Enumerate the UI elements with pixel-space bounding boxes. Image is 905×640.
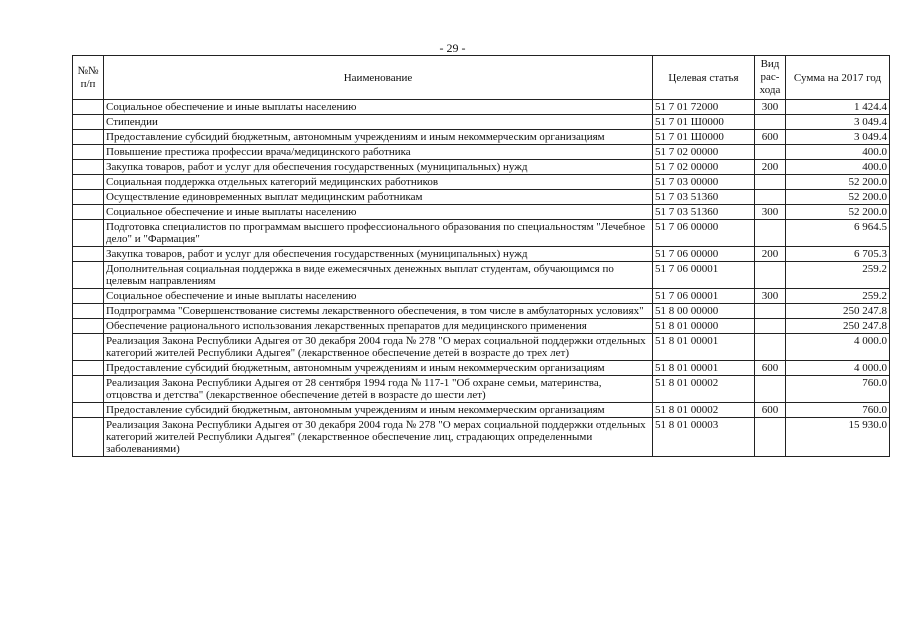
row-type-cell: 300 — [755, 289, 786, 304]
table-row — [73, 247, 890, 262]
row-code-cell: 51 7 03 51360 — [653, 190, 755, 205]
row-name-cell: Обеспечение рационального использования лекарственных препаратов для медицинского применения — [104, 319, 653, 334]
table-row — [73, 205, 890, 220]
row-sum-cell: 400.0 — [786, 160, 890, 175]
row-num-cell — [73, 418, 104, 457]
table-row — [73, 334, 890, 361]
row-num-cell — [73, 319, 104, 334]
row-type-cell: 600 — [755, 130, 786, 145]
row-name-cell: Предоставление субсидий бюджетным, автономным учреждениям и иным некоммерческим организациям — [104, 361, 653, 376]
row-code-cell: 51 8 01 00002 — [653, 376, 755, 403]
row-sum-cell: 6 705.3 — [786, 247, 890, 262]
row-code-cell: 51 7 03 00000 — [653, 175, 755, 190]
row-type-cell — [755, 418, 786, 457]
row-type-cell: 300 — [755, 100, 786, 115]
row-code-cell: 51 8 01 00002 — [653, 403, 755, 418]
row-num-cell — [73, 334, 104, 361]
row-name-cell: Реализация Закона Республики Адыгея от 30 декабря 2004 года № 278 "О мерах социальной поддержки отдельных категорий жителей Республики Адыгея" (лекарственное обеспечение лиц, страдающих определенными заболеваниями) — [104, 418, 653, 457]
header-code: Целевая статья — [653, 56, 755, 100]
row-type-cell: 600 — [755, 403, 786, 418]
row-code-cell: 51 7 02 00000 — [653, 160, 755, 175]
row-type-cell — [755, 190, 786, 205]
row-code-cell: 51 7 01 Ш0000 — [653, 115, 755, 130]
row-code-cell: 51 7 06 00000 — [653, 220, 755, 247]
row-type-cell: 200 — [755, 160, 786, 175]
row-code-cell: 51 7 06 00001 — [653, 262, 755, 289]
header-sum: Сумма на 2017 год — [786, 56, 890, 100]
row-sum-cell: 400.0 — [786, 145, 890, 160]
table-row — [73, 376, 890, 403]
row-num-cell — [73, 220, 104, 247]
row-code-cell: 51 7 06 00001 — [653, 289, 755, 304]
row-num-cell — [73, 289, 104, 304]
row-type-cell — [755, 262, 786, 289]
table-row — [73, 361, 890, 376]
row-code-cell: 51 7 06 00000 — [653, 247, 755, 262]
table-row — [73, 262, 890, 289]
row-name-cell: Реализация Закона Республики Адыгея от 30 декабря 2004 года № 278 "О мерах социальной поддержки отдельных категорий жителей Республики Адыгея" (лекарственное обеспечение детей в возрасте до трех лет) — [104, 334, 653, 361]
table-row — [73, 145, 890, 160]
row-num-cell — [73, 403, 104, 418]
table-row — [73, 403, 890, 418]
row-sum-cell: 3 049.4 — [786, 115, 890, 130]
table-row — [73, 220, 890, 247]
row-sum-cell: 4 000.0 — [786, 361, 890, 376]
row-sum-cell: 250 247.8 — [786, 319, 890, 334]
table-row — [73, 100, 890, 115]
row-num-cell — [73, 115, 104, 130]
row-type-cell: 600 — [755, 361, 786, 376]
row-name-cell: Социальная поддержка отдельных категорий медицинских работников — [104, 175, 653, 190]
row-sum-cell: 6 964.5 — [786, 220, 890, 247]
table-header-row — [73, 56, 890, 100]
row-code-cell: 51 7 01 Ш0000 — [653, 130, 755, 145]
row-sum-cell: 259.2 — [786, 262, 890, 289]
header-type: Вид рас-хода — [755, 56, 786, 100]
table-row — [73, 175, 890, 190]
row-name-cell: Реализация Закона Республики Адыгея от 28 сентября 1994 года № 117-1 "Об охране семьи, материнства, отцовства и детства" (лекарственное обеспечение детей в возрасте до шести лет) — [104, 376, 653, 403]
row-num-cell — [73, 160, 104, 175]
row-code-cell: 51 8 01 00001 — [653, 334, 755, 361]
row-type-cell — [755, 334, 786, 361]
page-number: - 29 - — [439, 41, 466, 55]
table-row — [73, 115, 890, 130]
row-sum-cell: 1 424.4 — [786, 100, 890, 115]
row-sum-cell: 4 000.0 — [786, 334, 890, 361]
row-type-cell — [755, 319, 786, 334]
row-num-cell — [73, 262, 104, 289]
row-sum-cell: 52 200.0 — [786, 175, 890, 190]
table-row — [73, 319, 890, 334]
header-num: №№ п/п — [73, 56, 104, 100]
row-name-cell: Закупка товаров, работ и услуг для обеспечения государственных (муниципальных) нужд — [104, 160, 653, 175]
row-type-cell — [755, 115, 786, 130]
table-row — [73, 418, 890, 457]
row-name-cell: Закупка товаров, работ и услуг для обеспечения государственных (муниципальных) нужд — [104, 247, 653, 262]
row-code-cell: 51 8 00 00000 — [653, 304, 755, 319]
row-code-cell: 51 8 01 00003 — [653, 418, 755, 457]
row-num-cell — [73, 304, 104, 319]
row-type-cell: 300 — [755, 205, 786, 220]
row-sum-cell: 15 930.0 — [786, 418, 890, 457]
row-num-cell — [73, 100, 104, 115]
row-code-cell: 51 7 03 51360 — [653, 205, 755, 220]
budget-table — [72, 55, 890, 457]
row-type-cell — [755, 175, 786, 190]
row-sum-cell: 3 049.4 — [786, 130, 890, 145]
table-row — [73, 190, 890, 205]
row-sum-cell: 250 247.8 — [786, 304, 890, 319]
row-sum-cell: 52 200.0 — [786, 190, 890, 205]
row-type-cell — [755, 304, 786, 319]
row-num-cell — [73, 205, 104, 220]
row-name-cell: Осуществление единовременных выплат медицинским работникам — [104, 190, 653, 205]
row-name-cell: Предоставление субсидий бюджетным, автономным учреждениям и иным некоммерческим организациям — [104, 403, 653, 418]
row-name-cell: Повышение престижа профессии врача/медицинского работника — [104, 145, 653, 160]
row-name-cell: Социальное обеспечение и иные выплаты населению — [104, 100, 653, 115]
row-name-cell: Стипендии — [104, 115, 653, 130]
row-num-cell — [73, 145, 104, 160]
row-sum-cell: 52 200.0 — [786, 205, 890, 220]
row-code-cell: 51 7 01 72000 — [653, 100, 755, 115]
row-type-cell: 200 — [755, 247, 786, 262]
row-num-cell — [73, 247, 104, 262]
row-num-cell — [73, 190, 104, 205]
row-num-cell — [73, 361, 104, 376]
table-row — [73, 160, 890, 175]
table-row — [73, 304, 890, 319]
row-num-cell — [73, 130, 104, 145]
table-body — [73, 100, 890, 457]
row-name-cell: Дополнительная социальная поддержка в виде ежемесячных денежных выплат студентам, обучающимся по целевым направлениям — [104, 262, 653, 289]
row-type-cell — [755, 145, 786, 160]
row-sum-cell: 259.2 — [786, 289, 890, 304]
row-type-cell — [755, 376, 786, 403]
row-num-cell — [73, 376, 104, 403]
table-row — [73, 289, 890, 304]
row-name-cell: Социальное обеспечение и иные выплаты населению — [104, 205, 653, 220]
row-sum-cell: 760.0 — [786, 403, 890, 418]
row-name-cell: Социальное обеспечение и иные выплаты населению — [104, 289, 653, 304]
row-num-cell — [73, 175, 104, 190]
row-code-cell: 51 7 02 00000 — [653, 145, 755, 160]
row-name-cell: Подпрограмма "Совершенствование системы лекарственного обеспечения, в том числе в амбулаторных условиях" — [104, 304, 653, 319]
row-code-cell: 51 8 01 00000 — [653, 319, 755, 334]
row-sum-cell: 760.0 — [786, 376, 890, 403]
header-name: Наименование — [104, 56, 653, 100]
row-name-cell: Предоставление субсидий бюджетным, автономным учреждениям и иным некоммерческим организациям — [104, 130, 653, 145]
table-row — [73, 130, 890, 145]
row-name-cell: Подготовка специалистов по программам высшего профессионального образования по специальностям "Лечебное дело" и "Фармация" — [104, 220, 653, 247]
row-type-cell — [755, 220, 786, 247]
row-code-cell: 51 8 01 00001 — [653, 361, 755, 376]
